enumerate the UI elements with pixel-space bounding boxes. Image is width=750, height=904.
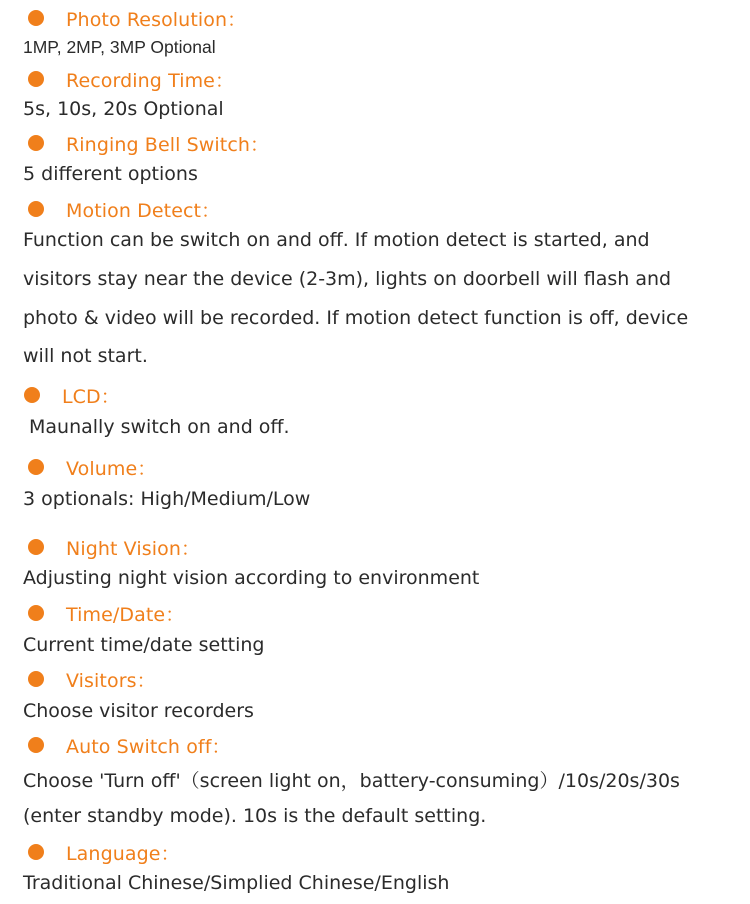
heading-label: LCD： — [62, 385, 120, 408]
section-heading-language — [28, 839, 180, 865]
heading-label: Auto Switch off： — [66, 735, 231, 758]
heading-label: Ringing Bell Switch： — [66, 133, 270, 156]
section-text-language: Traditional Chinese/Simplied Chinese/English — [23, 872, 450, 894]
section-text-auto-switch-off-line: Choose 'Turn off'（screen light on，battery-consuming）/10s/20s/30s — [23, 770, 680, 792]
bullet-dot-icon — [28, 10, 44, 26]
section-heading-volume — [28, 454, 156, 480]
heading-label: Language： — [66, 842, 180, 865]
bullet-dot-icon — [28, 71, 44, 87]
section-text-motion-detect-line: will not start. — [23, 345, 148, 367]
section-text-visitors: Choose visitor recorders — [23, 700, 254, 722]
section-text-time-date: Current time/date setting — [23, 634, 265, 656]
section-text-lcd: Maunally switch on and off. — [29, 416, 290, 438]
section-text-night-vision: Adjusting night vision according to environment — [23, 567, 480, 589]
bullet-dot-icon — [28, 459, 44, 475]
section-text-recording-time: 5s, 10s, 20s Optional — [23, 98, 224, 120]
heading-label: Visitors： — [66, 669, 156, 692]
section-heading-photo-resolution — [28, 5, 246, 31]
heading-label: Volume： — [66, 457, 157, 480]
bullet-dot-icon — [28, 737, 44, 753]
bullet-dot-icon — [28, 605, 44, 621]
section-heading-time-date — [28, 600, 184, 626]
bullet-dot-icon — [28, 671, 44, 687]
section-heading-auto-switch-off — [28, 732, 231, 758]
section-heading-ringing-bell-switch — [28, 130, 269, 156]
heading-label: Night Vision： — [66, 537, 201, 560]
section-heading-night-vision — [28, 534, 200, 560]
section-heading-motion-detect — [28, 196, 220, 222]
section-heading-lcd — [24, 382, 120, 408]
heading-label: Recording Time： — [66, 69, 235, 92]
heading-label: Time/Date： — [66, 603, 185, 626]
bullet-dot-icon — [28, 844, 44, 860]
section-heading-visitors — [28, 666, 156, 692]
heading-label: Photo Resolution： — [66, 8, 247, 31]
bullet-dot-icon — [28, 539, 44, 555]
section-text-motion-detect-line: visitors stay near the device (2-3m), lights on doorbell will flash and — [23, 268, 672, 290]
bullet-dot-icon — [28, 135, 44, 151]
section-text-photo-resolution: 1MP, 2MP, 3MP Optional — [23, 37, 216, 57]
heading-label: Motion Detect： — [66, 199, 221, 222]
section-text-volume: 3 optionals: High/Medium/Low — [23, 488, 311, 510]
section-heading-recording-time — [28, 66, 234, 92]
section-text-motion-detect-line: photo & video will be recorded. If motion detect function is off, device — [23, 307, 689, 329]
section-text-auto-switch-off-line: (enter standby mode). 10s is the default setting. — [23, 805, 487, 827]
bullet-dot-icon — [28, 201, 44, 217]
section-text-motion-detect-line: Function can be switch on and off. If motion detect is started, and — [23, 229, 650, 251]
bullet-dot-icon — [24, 387, 40, 403]
section-text-ringing-bell-switch: 5 different options — [23, 163, 198, 185]
